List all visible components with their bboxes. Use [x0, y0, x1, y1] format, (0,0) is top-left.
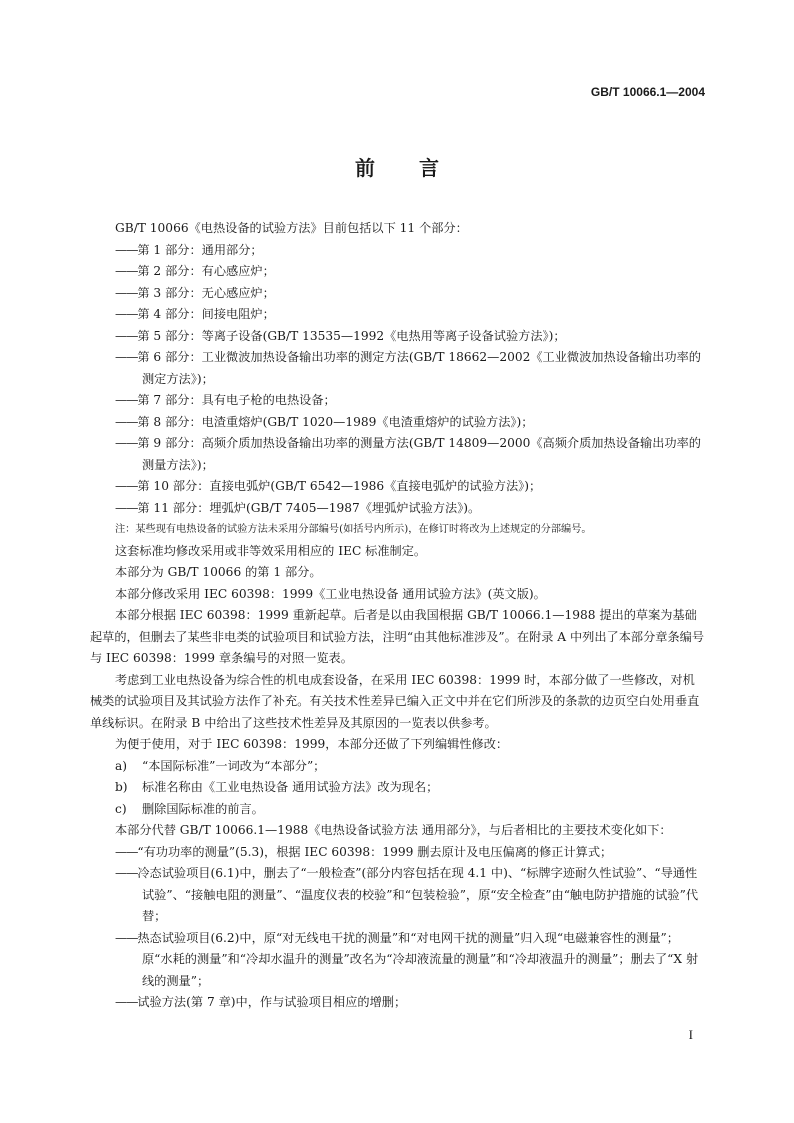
intro-paragraph: GB/T 10066《电热设备的试验方法》目前包括以下 11 个部分： [115, 221, 468, 235]
change-text: 热态试验项目(6.2)中，原“对无线电干扰的测量”和“对电网干扰的测量”归入现“电磁兼容性的测量”；原“水耗的测量”和“冷却水温升的测量”改名为“冷却液流量的测量”和“冷却液温升的测量”；删去了“X 射线的测量”； [137, 930, 699, 988]
dash-mark: —— [115, 264, 138, 278]
dash-mark: —— [115, 500, 138, 515]
list-item [90, 433, 705, 476]
part-text: 第 9 部分：高频介质加热设备输出功率的测量方法(GB/T 14809—2000《高频介质加热设备输出功率的测量方法》)； [137, 436, 701, 472]
list-item [90, 863, 705, 928]
page-number: I [688, 1027, 693, 1042]
paragraph-modify: 本部分修改采用 IEC 60398：1999《工业电热设备 通用试验方法》(英文版)。 [115, 586, 546, 601]
list-item [90, 928, 705, 993]
part-text: 第 8 部分：电渣重熔炉(GB/T 1020—1989《电渣重熔炉的试验方法》)； [137, 414, 534, 429]
paragraph-redraft: 本部分根据 IEC 60398：1999 重新起草。后者是以由我国根据 GB/T 10066.1—1988 提出的草案为基础起草的，但删去了某些非电类的试验项目和试验方法，注明“由其他标准涉及”。在附录 A 中列出了本部分章条编号与 IEC 60398：1999 章条编号的对照一览表。 [90, 608, 705, 665]
note: 注：某些现有电热设备的试验方法未采用分部编号(如括号内所示)，在修订时将改为上述规定的分部编号。 [115, 524, 592, 535]
dash-mark: —— [115, 844, 138, 859]
list-item [90, 283, 705, 305]
dash-mark: —— [115, 930, 138, 945]
item-text: 删除国际标准的前言。 [142, 801, 264, 816]
list-item [90, 261, 705, 283]
dash-mark: —— [115, 995, 138, 1009]
list-item [90, 390, 705, 412]
change-text: 试验方法(第 7 章)中，作与试验项目相应的增删； [137, 995, 407, 1009]
page-title: 前言 [355, 156, 483, 180]
standard-number: GB/T 10066.1—2004 [590, 85, 705, 99]
document-body [90, 218, 705, 1014]
part-text: 第 4 部分：间接电阻炉； [137, 307, 275, 321]
dash-mark: —— [115, 307, 138, 321]
list-item [90, 756, 705, 778]
change-text: 冷态试验项目(6.1)中，删去了“一般检查”(部分内容包括在现 4.1 中)、“标牌字迹耐久性试验”、“导通性试验”、“接触电阻的测量”、“温度仪表的校验”和“包装检验”，原“安全检查”由“触电防护措施的试验”代替； [137, 866, 699, 923]
dash-mark: —— [115, 350, 138, 364]
part-text: 第 7 部分：具有电子枪的电热设备； [137, 393, 336, 407]
list-item [90, 992, 705, 1014]
part-text: 第 6 部分：工业微波加热设备输出功率的测定方法(GB/T 18662—2002《工业微波加热设备输出功率的测定方法》)； [137, 350, 701, 386]
dash-mark: —— [115, 866, 138, 880]
paragraph-part1: 本部分为 GB/T 10066 的第 1 部分。 [115, 565, 322, 579]
item-label: c) [115, 801, 127, 816]
part-text: 第 10 部分：直接电弧炉(GB/T 6542—1986《直接电弧炉的试验方法》)； [137, 479, 542, 493]
item-label: a) [115, 758, 128, 773]
list-item [90, 326, 705, 348]
list-item [90, 842, 705, 864]
dash-mark: —— [115, 436, 138, 450]
list-item [90, 498, 705, 520]
list-item [90, 777, 705, 799]
list-item [90, 240, 705, 262]
part-text: 第 2 部分：有心感应炉； [137, 264, 275, 278]
part-text: 第 1 部分：通用部分； [137, 242, 263, 257]
list-item [90, 412, 705, 434]
paragraph-consider: 考虑到工业电热设备为综合性的机电成套设备，在采用 IEC 60398：1999 时，本部分做了一些修改，对机械类的试验项目及其试验方法作了补充。有关技术性差异已编入正文中并在它们所涉及的条款的边页空白处用垂直单线标识。在附录 B 中给出了这些技术性差异及其原因的一览表以供参考。 [90, 672, 700, 730]
dash-mark: —— [115, 285, 138, 300]
list-item [90, 799, 705, 821]
item-text: “本国际标准”一词改为“本部分”； [142, 758, 326, 773]
paragraph-iec: 这套标准均修改采用或非等效采用相应的 IEC 标准制定。 [115, 543, 427, 558]
dash-mark: —— [115, 414, 138, 429]
part-text: 第 11 部分：埋弧炉(GB/T 7405—1987《埋弧炉试验方法》)。 [137, 500, 481, 515]
paragraph-replace: 本部分代替 GB/T 10066.1—1988《电热设备试验方法 通用部分》，与后者相比的主要技术变化如下： [115, 823, 672, 837]
list-item [90, 476, 705, 498]
part-text: 第 5 部分：等离子设备(GB/T 13535—1992《电热用等离子设备试验方法》)； [137, 328, 566, 343]
item-text: 标准名称由《工业电热设备 通用试验方法》改为现名； [142, 780, 439, 794]
dash-mark: —— [115, 393, 138, 407]
list-item [90, 347, 705, 390]
paragraph-editorial: 为便于使用，对于 IEC 60398：1999，本部分还做了下列编辑性修改： [115, 737, 509, 751]
list-item [90, 304, 705, 326]
item-label: b) [115, 780, 128, 794]
part-text: 第 3 部分：无心感应炉； [137, 285, 275, 300]
dash-mark: —— [115, 479, 138, 493]
dash-mark: —— [115, 328, 138, 343]
change-text: “有功功率的测量”(5.3)，根据 IEC 60398：1999 删去原计及电压偏离的修正计算式； [137, 844, 613, 859]
dash-mark: —— [115, 242, 138, 257]
